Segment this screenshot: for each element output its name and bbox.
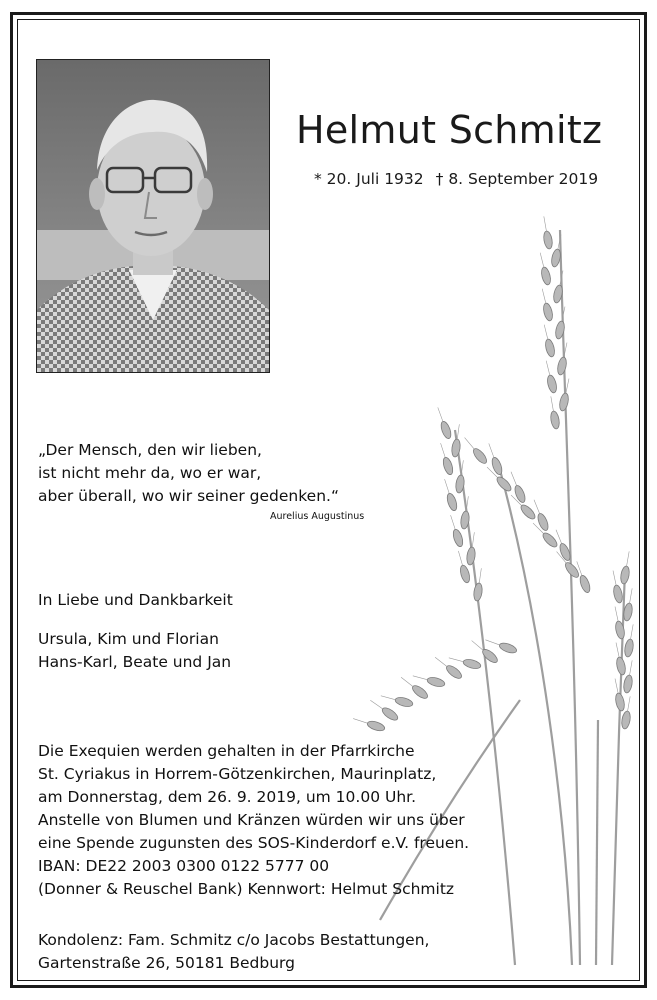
service-line: am Donnerstag, dem 26. 9. 2019, um 10.00 Uhr. (38, 788, 417, 806)
birth-date: * 20. Juli 1932 (314, 170, 424, 188)
family-line: Hans-Karl, Beate und Jan (38, 653, 232, 671)
condolence-line: Kondolenz: Fam. Schmitz c/o Jacobs Bestattungen, (38, 931, 430, 949)
portrait-photo (36, 59, 270, 373)
service-info (38, 740, 469, 901)
quote (38, 439, 339, 508)
death-date: † 8. September 2019 (435, 170, 599, 188)
deceased-name: Helmut Schmitz (296, 108, 603, 152)
thanks-line: In Liebe und Dankbarkeit (38, 591, 233, 609)
life-dates (314, 170, 598, 188)
condolence-address (38, 929, 429, 975)
quote-line: aber überall, wo wir seiner gedenken.“ (38, 487, 339, 505)
family-names (38, 628, 231, 674)
bank-line: (Donner & Reuschel Bank) Kennwort: Helmut Schmitz (38, 880, 455, 898)
iban-line: IBAN: DE22 2003 0300 0122 5777 00 (38, 857, 330, 875)
service-line: St. Cyriakus in Horrem-Götzenkirchen, Maurinplatz, (38, 765, 437, 783)
family-line: Ursula, Kim und Florian (38, 630, 219, 648)
service-line: Die Exequien werden gehalten in der Pfarrkirche (38, 742, 415, 760)
service-line: Anstelle von Blumen und Kränzen würden wir uns über (38, 811, 465, 829)
condolence-line: Gartenstraße 26, 50181 Bedburg (38, 954, 295, 972)
quote-line: „Der Mensch, den wir lieben, (38, 441, 262, 459)
quote-author: Aurelius Augustinus (270, 511, 365, 522)
quote-line: ist nicht mehr da, wo er war, (38, 464, 262, 482)
service-line: eine Spende zugunsten des SOS-Kinderdorf e.V. freuen. (38, 834, 470, 852)
